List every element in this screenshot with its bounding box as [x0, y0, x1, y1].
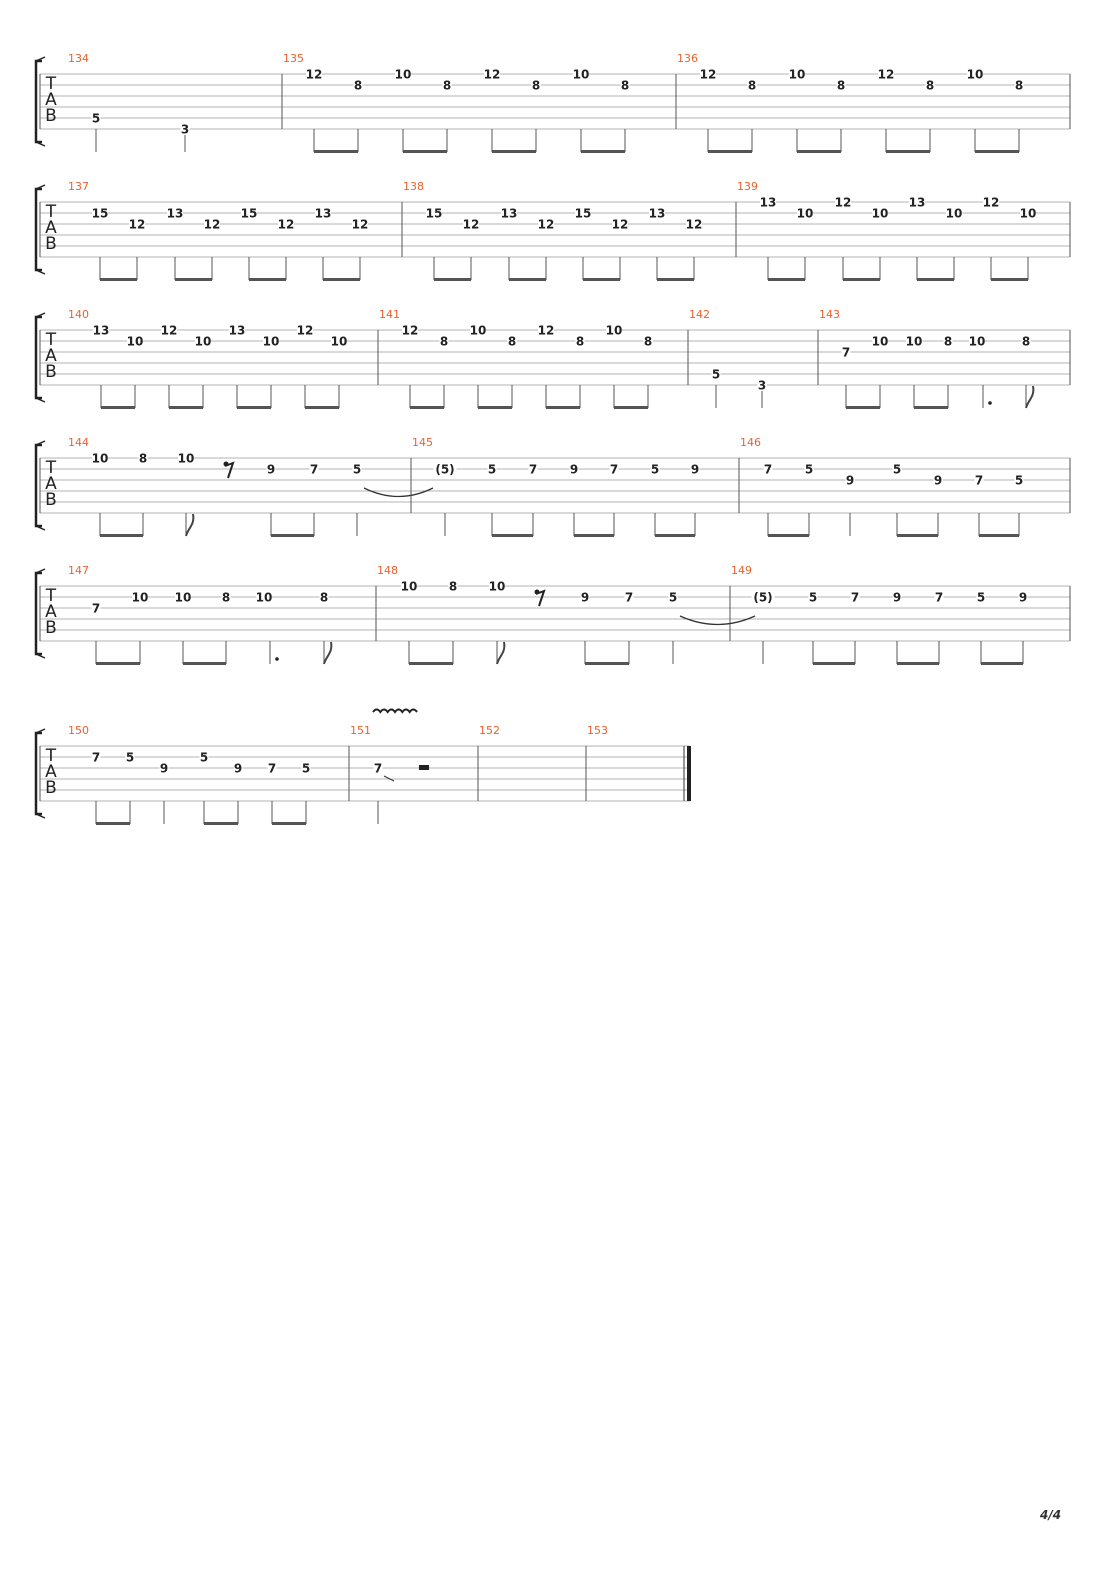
tab-system [36, 308, 1070, 409]
duration-dot [988, 401, 992, 405]
fret-number: 5 [301, 761, 311, 776]
fret-number: 12 [203, 217, 221, 232]
fret-number: 12 [462, 217, 480, 232]
measure-number: 152 [479, 724, 500, 737]
fret-number: 8 [531, 78, 541, 93]
fret-number: 9 [159, 761, 169, 776]
fret-number: 7 [974, 473, 984, 488]
fret-number: 7 [934, 590, 944, 605]
system-bracket [36, 445, 42, 526]
fret-number: 5 [91, 111, 101, 126]
beam [975, 150, 1019, 153]
tab-system [36, 180, 1070, 281]
measure [403, 180, 736, 281]
fret-number: 12 [277, 217, 295, 232]
fret-number: 10 [905, 334, 923, 349]
measure-number: 146 [740, 436, 761, 449]
fret-number: 7 [528, 462, 538, 477]
beam [323, 278, 360, 281]
beam [478, 406, 512, 409]
fret-number: 10 [966, 67, 984, 82]
fret-number: 10 [871, 334, 889, 349]
fret-number: 7 [373, 761, 383, 776]
tab-clef-letter: B [45, 362, 57, 382]
beam [403, 150, 447, 153]
measure-number: 145 [412, 436, 433, 449]
fret-number: 12 [351, 217, 369, 232]
measure-number: 151 [350, 724, 371, 737]
measure-number: 149 [731, 564, 752, 577]
fret-number: 5 [487, 462, 497, 477]
fret-number: 10 [968, 334, 986, 349]
fret-number: 9 [892, 590, 902, 605]
half-rest [419, 765, 429, 770]
fret-number: 12 [128, 217, 146, 232]
beam [100, 278, 137, 281]
tab-clef-letter: A [45, 90, 57, 110]
fret-number: 10 [605, 323, 623, 338]
fret-number: 8 [442, 78, 452, 93]
system-bracket [36, 61, 42, 142]
measure-number: 144 [68, 436, 89, 449]
fret-number: 5 [199, 750, 209, 765]
fret-number: 7 [850, 590, 860, 605]
beam [492, 534, 533, 537]
fret-number: 12 [305, 67, 323, 82]
beam [897, 662, 939, 665]
beam [917, 278, 954, 281]
beam [991, 278, 1028, 281]
beam [846, 406, 880, 409]
system-bracket [36, 573, 42, 654]
fret-number: 15 [425, 206, 443, 221]
measure-number: 143 [819, 308, 840, 321]
fret-number: 13 [500, 206, 518, 221]
fret-number: 5 [1014, 473, 1024, 488]
fret-number: 9 [845, 473, 855, 488]
beam [249, 278, 286, 281]
fret-number: 7 [309, 462, 319, 477]
beam [585, 662, 629, 665]
fret-number: 8 [221, 590, 231, 605]
measure-number: 138 [403, 180, 424, 193]
tab-clef-letter: A [45, 474, 57, 494]
fret-number: 7 [91, 601, 101, 616]
measure [283, 52, 676, 153]
beam [175, 278, 212, 281]
beam [409, 662, 453, 665]
eighth-rest [225, 463, 233, 478]
tab-clef-letter: A [45, 762, 57, 782]
fret-number: 9 [690, 462, 700, 477]
fret-number: 8 [1021, 334, 1031, 349]
fret-number: 12 [611, 217, 629, 232]
fret-number: 15 [574, 206, 592, 221]
beam [581, 150, 625, 153]
fret-number: 10 [174, 590, 192, 605]
fret-number: 10 [788, 67, 806, 82]
beam [979, 534, 1019, 537]
fret-number: 8 [439, 334, 449, 349]
measure-number: 147 [68, 564, 89, 577]
eighth-flag [497, 642, 504, 664]
beam [768, 534, 809, 537]
fret-number: 9 [933, 473, 943, 488]
fret-number: 10 [330, 334, 348, 349]
fret-number: 9 [266, 462, 276, 477]
fret-number: 10 [262, 334, 280, 349]
beam [100, 534, 143, 537]
measure [68, 564, 376, 665]
beam [183, 662, 226, 665]
fret-number: 9 [233, 761, 243, 776]
beam [237, 406, 271, 409]
beam [169, 406, 203, 409]
fret-number: 13 [166, 206, 184, 221]
eighth-flag [1026, 386, 1033, 408]
beam [657, 278, 694, 281]
fret-number: 8 [138, 451, 148, 466]
fret-number: 12 [296, 323, 314, 338]
fret-number: 12 [537, 323, 555, 338]
beam [843, 278, 880, 281]
beam [708, 150, 752, 153]
tab-clef-letter: T [45, 202, 57, 222]
measure-number: 141 [379, 308, 400, 321]
tab-clef-letter: B [45, 106, 57, 126]
fret-number: 10 [572, 67, 590, 82]
beam [981, 662, 1023, 665]
fret-number: 8 [507, 334, 517, 349]
fret-number: 8 [943, 334, 953, 349]
measure [677, 52, 1070, 153]
beam [410, 406, 444, 409]
beam [101, 406, 135, 409]
fret-number: 10 [126, 334, 144, 349]
fret-number: 7 [763, 462, 773, 477]
beam [96, 662, 140, 665]
fret-number: 12 [699, 67, 717, 82]
measure-number: 148 [377, 564, 398, 577]
tab-clef-letter: T [45, 74, 57, 94]
fret-number: 13 [92, 323, 110, 338]
beam [583, 278, 620, 281]
beam [574, 534, 614, 537]
fret-number: 13 [908, 195, 926, 210]
fret-number: 8 [620, 78, 630, 93]
tab-clef-letter: A [45, 602, 57, 622]
fret-number: 15 [240, 206, 258, 221]
eighth-flag [186, 514, 193, 536]
fret-number: 10 [255, 590, 273, 605]
measure [587, 724, 689, 801]
eighth-rest [536, 591, 544, 606]
tab-system [36, 52, 1070, 153]
fret-number: 5 [808, 590, 818, 605]
beam [272, 822, 306, 825]
measure [737, 180, 1070, 281]
fret-number: 10 [488, 579, 506, 594]
fret-number: (5) [753, 590, 773, 605]
measure-number: 153 [587, 724, 608, 737]
fret-number: 8 [747, 78, 757, 93]
beam [546, 406, 580, 409]
fret-number: 5 [976, 590, 986, 605]
fret-number: 8 [353, 78, 363, 93]
tab-clef-letter: B [45, 618, 57, 638]
fret-number: 10 [871, 206, 889, 221]
fret-number: 3 [180, 122, 190, 137]
beam [509, 278, 546, 281]
fret-number: 12 [834, 195, 852, 210]
fret-number: 5 [352, 462, 362, 477]
measure [68, 308, 378, 409]
measure [68, 180, 402, 281]
duration-dot [275, 657, 279, 661]
vibrato-mark [373, 710, 417, 713]
tab-clef-letter: B [45, 490, 57, 510]
fret-number: 12 [685, 217, 703, 232]
fret-number: 12 [160, 323, 178, 338]
fret-number: 10 [131, 590, 149, 605]
fret-number: 5 [804, 462, 814, 477]
beam [204, 822, 238, 825]
measure [731, 564, 1070, 665]
fret-number: 8 [575, 334, 585, 349]
beam [314, 150, 358, 153]
fret-number: 5 [650, 462, 660, 477]
fret-number: 7 [267, 761, 277, 776]
fret-number: 12 [537, 217, 555, 232]
measure-number: 142 [689, 308, 710, 321]
fret-number: 8 [836, 78, 846, 93]
tab-clef-letter: T [45, 458, 57, 478]
fret-number: 12 [877, 67, 895, 82]
measure [479, 724, 586, 801]
tab-system [36, 710, 690, 826]
measure-number: 139 [737, 180, 758, 193]
fret-number: 8 [925, 78, 935, 93]
beam [914, 406, 948, 409]
tab-clef-letter: T [45, 586, 57, 606]
measure [68, 436, 433, 537]
fret-number: 8 [319, 590, 329, 605]
fret-number: 10 [400, 579, 418, 594]
beam [886, 150, 930, 153]
eighth-flag [324, 642, 331, 664]
tab-clef-letter: A [45, 346, 57, 366]
fret-number: 15 [91, 206, 109, 221]
beam [655, 534, 695, 537]
tie-arc [680, 616, 755, 625]
slide-line [384, 776, 394, 781]
tab-clef-letter: T [45, 330, 57, 350]
beam [96, 822, 130, 825]
fret-number: 7 [624, 590, 634, 605]
fret-number: 7 [609, 462, 619, 477]
measure-number: 150 [68, 724, 89, 737]
measure-number: 135 [283, 52, 304, 65]
tab-system [36, 564, 1070, 665]
measure [68, 724, 349, 825]
fret-number: 10 [194, 334, 212, 349]
fret-number: 10 [91, 451, 109, 466]
fret-number: 13 [228, 323, 246, 338]
measure [740, 436, 1070, 537]
tab-clef-letter: B [45, 234, 57, 254]
fret-number: 13 [759, 195, 777, 210]
fret-number: 5 [892, 462, 902, 477]
measure [377, 564, 755, 665]
fret-number: 8 [1014, 78, 1024, 93]
fret-number: 10 [1019, 206, 1037, 221]
measure [379, 308, 688, 409]
tie-arc [364, 488, 433, 497]
beam [305, 406, 339, 409]
beam [813, 662, 855, 665]
fret-number: 10 [177, 451, 195, 466]
system-bracket [36, 317, 42, 398]
fret-number: 10 [469, 323, 487, 338]
beam [797, 150, 841, 153]
tab-system [36, 436, 1070, 537]
fret-number: 12 [982, 195, 1000, 210]
fret-number: 5 [711, 367, 721, 382]
fret-number: 10 [796, 206, 814, 221]
tab-clef-letter: B [45, 778, 57, 798]
fret-number: 7 [841, 345, 851, 360]
measure [350, 710, 478, 825]
measure [412, 436, 739, 537]
fret-number: 3 [757, 378, 767, 393]
fret-number: 5 [125, 750, 135, 765]
measure-number: 137 [68, 180, 89, 193]
measure-number: 136 [677, 52, 698, 65]
fret-number: 12 [401, 323, 419, 338]
beam [271, 534, 314, 537]
measure [689, 308, 818, 408]
beam [492, 150, 536, 153]
fret-number: 9 [580, 590, 590, 605]
tab-clef-letter: T [45, 746, 57, 766]
fret-number: 12 [483, 67, 501, 82]
fret-number: (5) [435, 462, 455, 477]
page-number: 4/4 [1040, 1508, 1062, 1522]
beam [897, 534, 938, 537]
fret-number: 13 [648, 206, 666, 221]
fret-number: 9 [569, 462, 579, 477]
measure [68, 52, 282, 152]
system-bracket [36, 189, 42, 270]
fret-number: 10 [394, 67, 412, 82]
fret-number: 7 [91, 750, 101, 765]
measure-number: 140 [68, 308, 89, 321]
fret-number: 8 [643, 334, 653, 349]
system-bracket [36, 733, 42, 814]
beam [768, 278, 805, 281]
fret-number: 13 [314, 206, 332, 221]
tab-clef-letter: A [45, 218, 57, 238]
fret-number: 5 [668, 590, 678, 605]
fret-number: 9 [1018, 590, 1028, 605]
beam [434, 278, 471, 281]
fret-number: 8 [448, 579, 458, 594]
measure-number: 134 [68, 52, 89, 65]
beam [614, 406, 648, 409]
measure [819, 308, 1070, 409]
fret-number: 10 [945, 206, 963, 221]
